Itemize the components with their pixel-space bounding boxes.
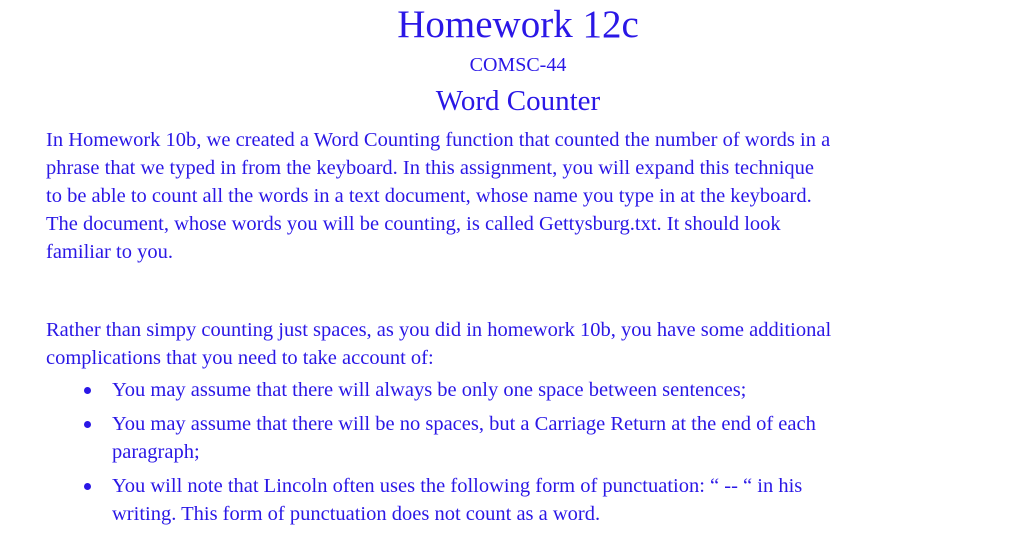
list-item-line: You will note that Lincoln often uses the following form of punctuation: “ -- “ in his	[112, 475, 803, 497]
list-item-line: You may assume that there will always be only one space between sentences;	[112, 379, 747, 401]
intro-paragraph	[46, 126, 1021, 266]
complications-list	[0, 376, 1036, 534]
intro-line: familiar to you.	[46, 241, 173, 263]
intro-line: to be able to count all the words in a text document, whose name you type in at the keyboard.	[46, 185, 812, 207]
page-title: Homework 12c	[397, 3, 639, 46]
intro-line: In Homework 10b, we created a Word Counting function that counted the number of words in a	[46, 129, 831, 151]
list-item-line: paragraph;	[112, 441, 200, 463]
list-item-line: You may assume that there will be no spaces, but a Carriage Return at the end of each	[112, 413, 816, 435]
complications-line: Rather than simpy counting just spaces, as you did in homework 10b, you have some additional	[46, 319, 832, 341]
list-item-line: writing. This form of punctuation does not count as a word.	[112, 503, 601, 525]
page-subtitle: Word Counter	[435, 85, 601, 117]
complications-paragraph	[46, 316, 1021, 372]
list-item	[0, 410, 1036, 466]
bullet-icon	[84, 421, 91, 428]
intro-line: The document, whose words you will be counting, is called Gettysburg.txt. It should look	[46, 213, 781, 235]
bullet-icon	[84, 483, 91, 490]
course-code: COMSC-44	[469, 54, 567, 76]
complications-line: complications that you need to take account of:	[46, 347, 434, 369]
list-item	[0, 472, 1036, 528]
list-item	[0, 376, 1036, 404]
intro-line: phrase that we typed in from the keyboard. In this assignment, you will expand this technique	[46, 157, 815, 179]
bullet-icon	[84, 387, 91, 394]
